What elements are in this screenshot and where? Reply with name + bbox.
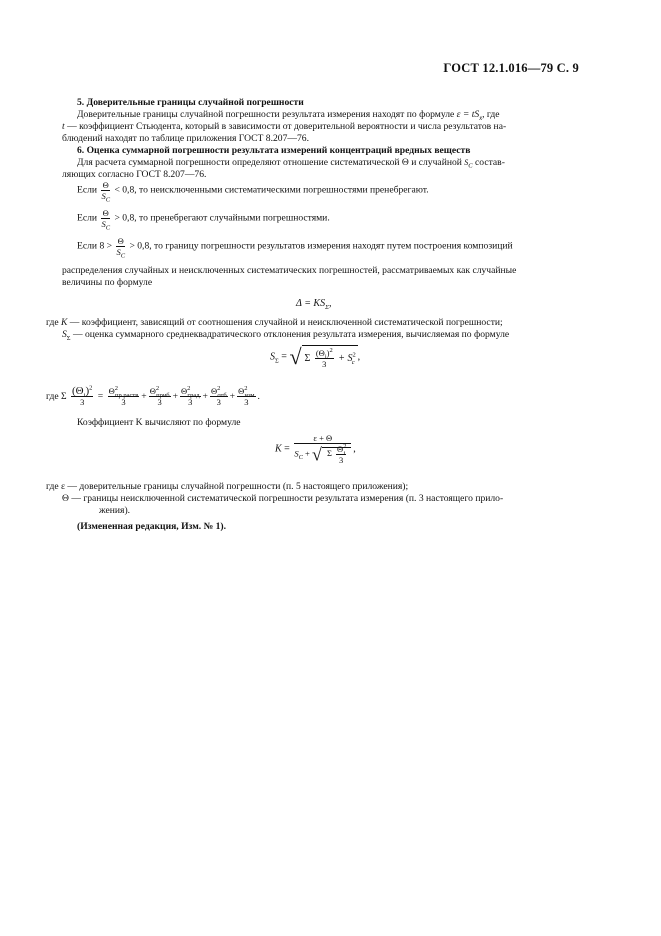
eq3-term-den: 3 [188,397,193,408]
ratio-fraction [116,236,126,260]
ratio-den-s: S [101,219,106,229]
eq3-term-sub: град [187,391,200,399]
section-5-text-where: , где [482,109,500,120]
eq4-lhs: K [275,443,282,455]
section-6-line-2: ляющих согласно ГОСТ 8.207—76. [62,169,207,180]
eq4-sqrt-sign: √ [311,444,322,465]
formula-epsilon-inline: ε = tS [456,109,480,120]
eq4-inner-num [336,444,346,455]
condition-1 [77,180,429,204]
symbol-s: S [62,329,67,340]
ratio-den-sub: C [120,252,126,260]
eq4-inner-fraction [336,444,346,465]
where-theta-line: Θ — границы неисключенной систематической погрешности результата измерения (п. 3 настоящего прило- [62,493,504,504]
paragraph-line-2: величины по формуле [62,277,153,288]
sqrt-body [302,345,358,369]
condition-3-text: > 0,8, то границу погрешности результатов измерения находят путем построения композиций [129,240,513,252]
eq3-term-num [210,386,228,397]
eq3-term-fraction [149,386,171,407]
eq4-den-sub: C [298,454,303,462]
if-label: Если 8 > [77,240,113,252]
section-5-text-2: — коэффициент Стьюдента, который в зависимости от доверительной вероятности и числа результатов на- [64,121,507,132]
eq3-term-sup: 2 [244,385,248,393]
eq3-terms [106,385,258,408]
ratio-fraction [101,180,111,204]
eq3-lhs-num [71,384,93,400]
eq3-plus: + [229,390,236,402]
where-theta-line-2: жения). [99,505,131,516]
eq4-inner-den: 3 [339,455,344,465]
section-5-title: 5. Доверительные границы случайной погрешности [77,97,304,108]
ratio-den-s: S [101,191,106,201]
eq3-lhs-end: ) [85,385,90,397]
eq3-term-theta: Θ [108,386,115,397]
eq3-lhs-sub: i [83,392,86,400]
section-5-line-2 [62,121,581,133]
ratio-den-s: S [116,247,121,257]
eq2-den: 3 [322,359,327,369]
eq3-term-sub: приб [156,391,170,399]
ratio-fraction [101,208,111,232]
eq3-term-num [180,386,201,397]
section-6-text-b: Θ и случайной [401,157,462,168]
sqrt-sign: √ [289,344,302,369]
ratio-num: Θ [102,180,109,190]
ratio-den [101,219,111,232]
where-k-text: — коэффициент, зависящий от соотношения случайной и неисключенной систематической погрешности; [67,317,503,328]
eq3-term-num [108,386,140,397]
where-label: где [46,317,61,328]
eq3-lhs-sup: 2 [89,384,93,392]
eq3-term-num [237,386,255,397]
eq3-lhs-a: (Θ [72,385,84,397]
eq4-inner-sup: 2 [343,443,347,451]
eq2-sc-sup: 2 [352,351,356,359]
eq4-fraction [294,433,351,465]
eq4-sqrt-body [322,443,351,465]
section-5-line-3: блюдений находят по таблице приложения ГОСТ 8.207—76. [62,133,309,144]
formula-delta [296,298,331,309]
eq3-term-theta: Θ [181,386,188,397]
eq3-term-sup: 2 [155,385,160,393]
formula-s-sigma [270,344,360,370]
section-6-title: 6. Оценка суммарной погрешности результата измерений концентраций вредных веществ [77,145,471,156]
eq3-term-theta: Θ [238,386,245,397]
condition-3 [77,236,513,260]
eq3-term-den: 3 [244,397,249,408]
eq3-term-sub: отб [217,391,227,399]
eq3-sum: Σ [61,390,67,402]
where-k-line [46,317,503,329]
if-label: Если [77,184,98,196]
page-header: ГОСТ 12.1.016—79 С. 9 [443,61,579,75]
k-coefficient-line: Коэффициент K вычисляют по формуле [77,417,241,428]
eq3-term-sup: 2 [187,385,191,393]
eq2-equals: = [281,351,287,363]
ratio-num: Θ [102,208,109,218]
eq3-end: . [257,390,260,402]
eq3-term-theta: Θ [210,386,218,397]
eq3-term-sub: изм [244,391,255,399]
eq3-term-sup: 2 [217,385,221,393]
eq3-where: где [46,390,59,402]
eq3-plus: + [172,390,179,402]
symbol-t: t [62,121,65,132]
where-s-text: — оценка суммарного среднеквадратического отклонения результата измерения, вычисляемая по формуле [70,329,510,340]
eq3-equals: = [97,390,104,402]
eq3-term-fraction [108,386,140,407]
section-6-text-a: Для расчета суммарной погрешности определяют отношение систематической [77,157,400,168]
where-s-line [62,329,509,341]
eq3-lhs-den: 3 [80,397,85,408]
eq2-sup: 2 [329,347,333,355]
ratio-den [101,191,111,204]
eq2-fraction [315,348,334,369]
symbol-s-sub: Σ [66,334,71,342]
section-5-text: Доверительные границы случайной погрешности результата измерения находят по формуле [77,109,455,120]
eq4-den [294,444,351,465]
eq2-plus-s: + S [338,352,353,364]
eq3-plus: + [202,390,208,402]
eq4-end: , [353,443,356,455]
eq2-sum: Σ [304,352,311,364]
eq3-term-den: 3 [121,397,126,408]
eq2-num [315,348,334,359]
condition-2 [77,208,330,232]
formula-sum-theta [46,386,260,407]
ratio-num: Θ [117,236,124,246]
eq2-end: , [357,351,361,363]
formula-delta-end: , [328,298,332,309]
section-6-line-1: Для расчета суммарной погрешности определяют отношение систематической Θ и случайной $S_C$ состав- [77,157,505,170]
symbol-k: K [61,317,68,328]
eq2-sc-sub: c [351,358,355,366]
eq3-term-fraction [237,386,255,407]
amendment-note: (Измененная редакция, Изм. № 1). [77,521,227,532]
eq3-term-num [149,386,171,397]
ratio-den [116,247,126,260]
ratio-den-sub: C [105,196,111,204]
eq4-inner-theta: Θ [337,444,344,454]
eq3-plus: + [141,390,147,402]
eq2-lhs: S [270,351,275,363]
eq3-term-fraction [180,386,201,407]
formula-delta-sub: Σ [325,304,329,311]
eq2-num-a: (Θ [315,348,325,358]
eq3-term-fraction [210,386,228,407]
eq4-den-plus: + [305,448,310,459]
eq3-term-theta: Θ [149,386,156,397]
eq4-num: ε + Θ [294,433,351,444]
condition-1-text: < 0,8, то неисключенными систематическими погрешностями пренебрегают. [114,184,429,196]
eq3-term-den: 3 [216,397,221,408]
eq2-lhs-sub: Σ [275,357,279,365]
eq4-den-s: S [294,448,299,459]
section-5-line-1: Доверительные границы случайной погрешности результата измерения находят по формуле $\varepsilon = tS_{x̄}$, где [77,109,500,122]
paragraph-line-1: распределения случайных и неисключенных систематических погрешностей, рассматриваемых как случайные [62,265,517,276]
eq3-fraction-lhs [71,386,93,407]
eq2-num-end: ) [326,348,330,358]
eq2-num-sub: i [324,353,327,361]
ratio-den-sub: C [105,224,111,232]
where-epsilon-line: где ε — доверительные границы случайной погрешности (п. 5 настоящего приложения); [46,481,409,492]
if-label: Если [77,212,98,224]
eq4-inner-sub: i [343,449,346,457]
eq3-term-sup: 2 [114,385,118,393]
condition-2-text: > 0,8, то пренебрегают случайными погрешностями. [114,212,330,224]
eq4-den-sum: Σ [326,448,332,459]
eq3-term-sub: пр.раств [114,391,139,399]
formula-delta-main: Δ = KS [296,298,326,309]
eq4-equals: = [284,443,290,455]
eq3-term-den: 3 [157,397,162,408]
section-6-text-c: состав- [475,157,505,168]
formula-k [275,433,356,465]
